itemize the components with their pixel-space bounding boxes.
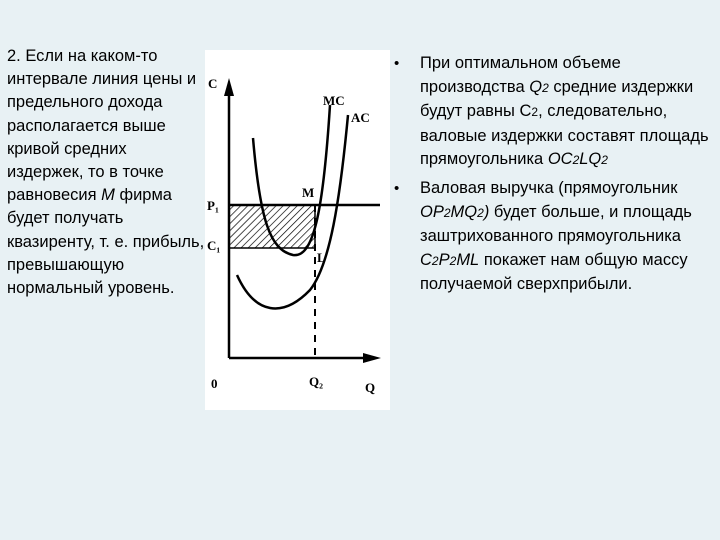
b1-text2: средние издержки будут равны С bbox=[420, 77, 694, 121]
b2-s1-sub: 2 bbox=[431, 253, 439, 268]
left-text-part2: фирма будет получать квазиренту, т. е. прибыль, превышающую нормальный уровень. bbox=[7, 186, 205, 298]
hatched-area bbox=[229, 205, 315, 248]
label-c1: C₁ bbox=[207, 238, 221, 253]
b1-rect2-sub: 2 bbox=[601, 153, 608, 168]
b2-text1: Валовая выручка (прямоугольник bbox=[420, 178, 678, 197]
b1-text3: , следовательно, валовые издержки составят площадь прямоугольника bbox=[420, 102, 709, 169]
bullet-gross-revenue bbox=[392, 177, 712, 297]
b2-s2-sub: 2 bbox=[449, 253, 457, 268]
b2-text3: покажет нам общую массу получаемой сверхприбыли. bbox=[420, 250, 688, 294]
b2-text2: будет больше, и площадь заштрихованного прямоугольника bbox=[420, 202, 692, 246]
label-mc: MC bbox=[323, 93, 345, 108]
b2-rect1: ОР bbox=[420, 202, 444, 221]
b1-q-sub: 2 bbox=[542, 80, 549, 95]
b2-rect2: MQ bbox=[450, 202, 478, 221]
label-c: C bbox=[208, 76, 218, 91]
label-q: Q bbox=[365, 380, 376, 395]
label-p1: P₁ bbox=[207, 198, 219, 213]
label-m: M bbox=[302, 185, 315, 200]
b2-s3: ML bbox=[456, 250, 480, 269]
b1-text1: При оптимальном объеме производства bbox=[420, 54, 621, 96]
bullet-optimal-volume bbox=[392, 52, 712, 173]
label-l: L bbox=[317, 250, 326, 265]
b2-s1: С bbox=[420, 250, 432, 269]
left-paragraph bbox=[7, 45, 207, 300]
cost-diagram bbox=[205, 50, 390, 410]
b2-rect2-sub: 2 bbox=[477, 205, 484, 220]
b1-q: Q bbox=[529, 77, 543, 96]
label-origin: 0 bbox=[211, 376, 218, 391]
label-ac: AC bbox=[351, 110, 370, 125]
b1-rect1-sub: 2 bbox=[572, 153, 580, 168]
b1-c-sub: 2 bbox=[531, 105, 539, 120]
left-point-m: М bbox=[101, 186, 115, 205]
b2-rect1-sub: 2 bbox=[443, 205, 451, 220]
bullet-list bbox=[392, 52, 712, 301]
b1-rect2: LQ bbox=[579, 150, 602, 169]
label-q2: Q₂ bbox=[309, 374, 324, 389]
b2-rect-close: ) bbox=[483, 202, 490, 221]
b2-s2: Р bbox=[438, 250, 450, 269]
left-text-part1: 2. Если на каком-то интервале линия цены и предельного дохода располагается выше кривой средних издержек, то в точке равновесия bbox=[7, 47, 197, 205]
b1-rect1: ОС bbox=[547, 150, 573, 169]
